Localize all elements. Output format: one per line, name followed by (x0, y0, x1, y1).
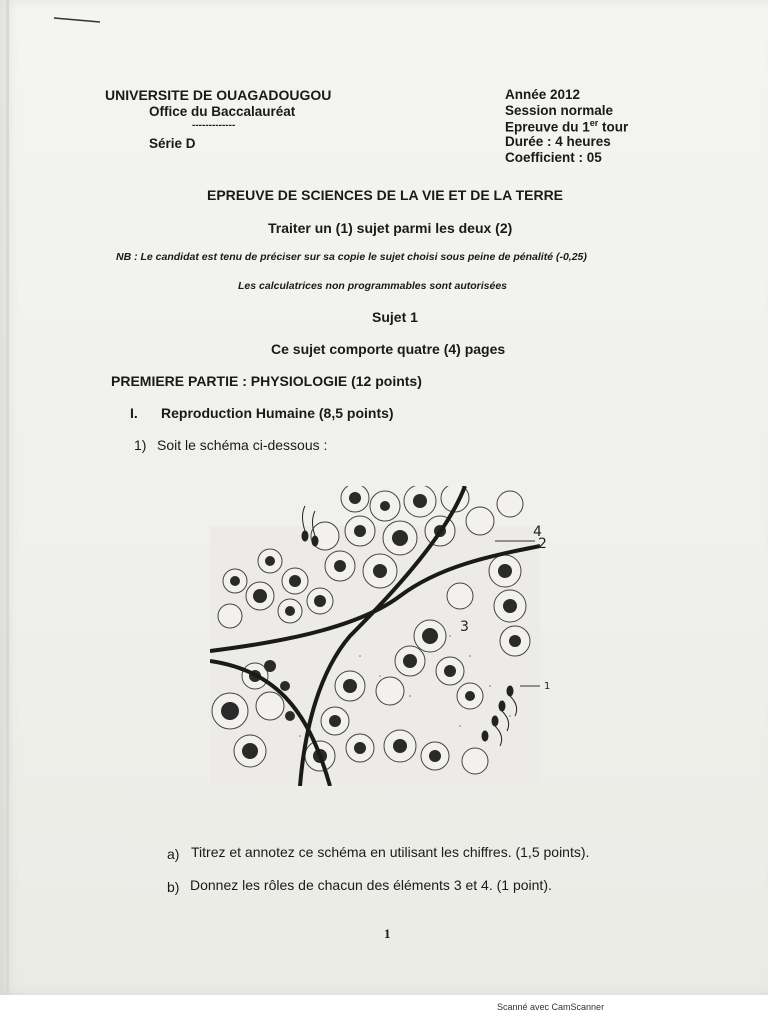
sujet-label: Sujet 1 (372, 309, 418, 325)
question-1-number: 1) (134, 437, 147, 453)
section-number: I. (130, 405, 138, 421)
epreuve-tour: Epreuve du 1er tour (505, 118, 629, 135)
figure-label-2: 2 (538, 536, 547, 552)
question-a-text: Titrez et annotez ce schéma en utilisant les chiffres. (1,5 points). (191, 844, 590, 860)
pages-note: Ce sujet comporte quatre (4) pages (271, 341, 506, 357)
session: Session normale (505, 103, 614, 118)
calculator-note: Les calculatrices non programmables sont autorisées (238, 280, 508, 292)
question-1-text: Soit le schéma ci-dessous : (157, 437, 328, 453)
scanner-watermark: Scanné avec CamScanner (497, 1002, 605, 1012)
part-heading: PREMIERE PARTIE : PHYSIOLOGIE (12 points) (111, 373, 422, 389)
office-name: Office du Baccalauréat (149, 104, 296, 119)
section-heading: Reproduction Humaine (8,5 points) (161, 405, 394, 421)
serie: Série D (149, 136, 196, 151)
exam-title: EPREUVE DE SCIENCES DE LA VIE ET DE LA TERRE (207, 187, 564, 203)
instruction: Traiter un (1) sujet parmi les deux (2) (268, 220, 513, 236)
header-dashes: ------------- (192, 120, 236, 131)
question-b-number: b) (167, 879, 180, 895)
figure-label-4: 4 (533, 524, 542, 540)
nb-note: NB : Le candidat est tenu de préciser sur sa copie le sujet choisi sous peine de pénalité (-0,25) (116, 251, 587, 263)
figure-label-1: 1 (544, 681, 550, 692)
duree: Durée : 4 heures (505, 134, 611, 149)
histology-figure (210, 486, 550, 786)
pen-mark (52, 12, 104, 26)
university-name: UNIVERSITE DE OUAGADOUGOU (105, 87, 332, 103)
page-edge-shadow (6, 0, 9, 995)
question-b-text: Donnez les rôles de chacun des éléments 3 et 4. (1 point). (190, 877, 552, 893)
figure-label-3: 3 (460, 619, 469, 635)
page-number: 1 (384, 926, 391, 941)
question-a-number: a) (167, 846, 180, 862)
year: Année 2012 (505, 87, 581, 102)
coefficient: Coefficient : 05 (505, 150, 602, 165)
